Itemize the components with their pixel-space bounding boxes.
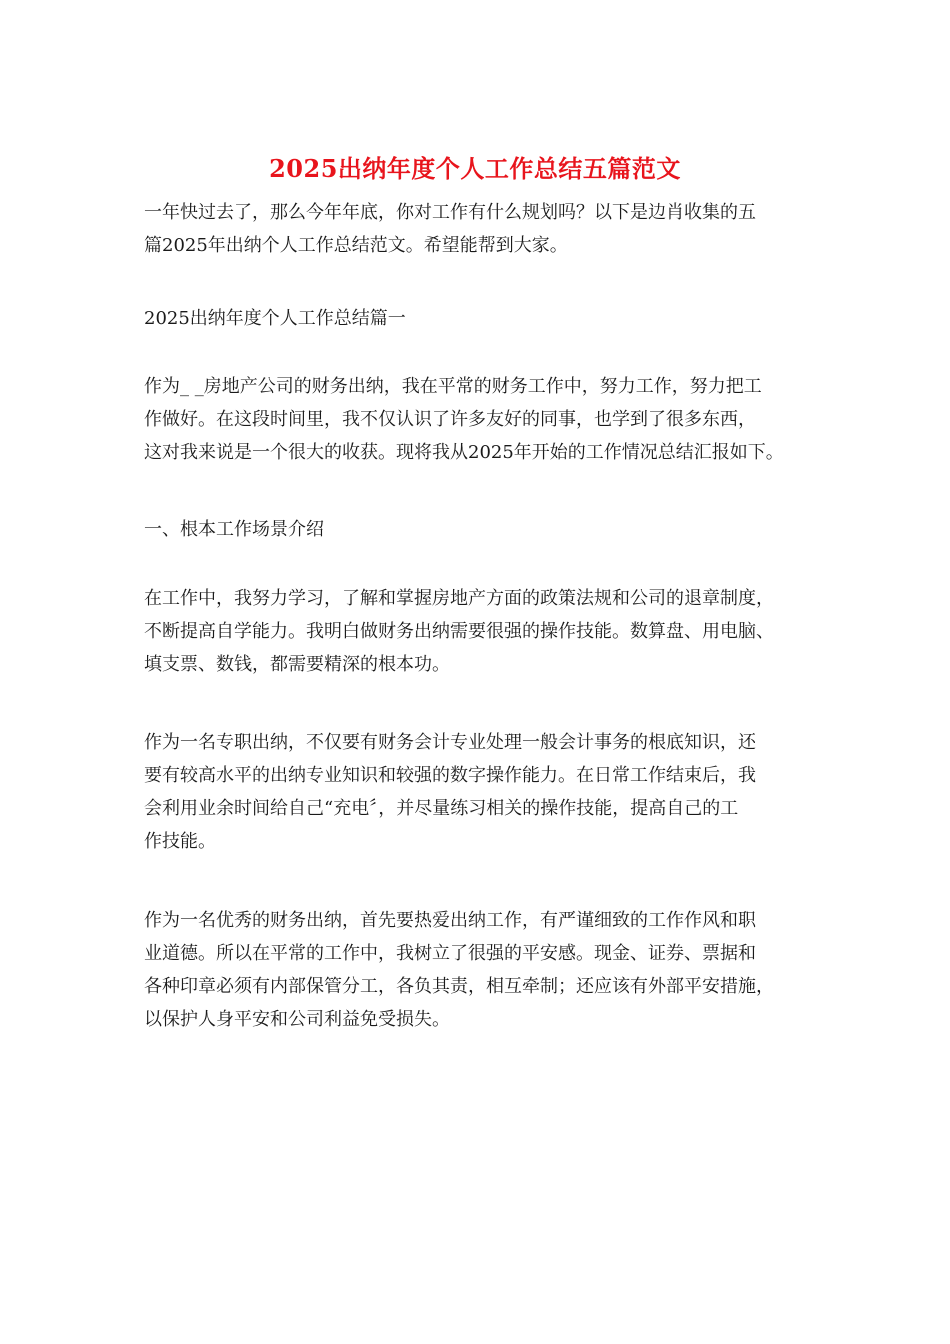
- paragraph-3-line-3: 会利用业余时间给自己“充电〞，并尽量练习相关的操作技能，提高自己的工: [144, 798, 739, 819]
- subheading-1: [144, 513, 816, 546]
- paragraph-1-line-3: 这对我来说是一个很大的收获。现将我从2025年开始的工作情况总结汇报如下。: [144, 442, 784, 463]
- section-heading-text: 2025出纳年度个人工作总结篇一: [144, 308, 406, 329]
- intro-paragraph: [144, 196, 816, 262]
- paragraph-2-line-2: 不断提高自学能力。我明白做财务出纳需要很强的操作技能。数算盘、用电脑、: [144, 621, 774, 642]
- document-title: 2025出纳年度个人工作总结五篇范文: [269, 154, 681, 183]
- paragraph-2-line-3: 填支票、数钱，都需要精深的根本功。: [144, 654, 450, 675]
- subheading-1-text: 一、根本工作场景介绍: [144, 519, 324, 540]
- paragraph-4-line-1: 作为一名优秀的财务出纳，首先要热爱出纳工作，有严谨细致的工作作风和职: [144, 910, 756, 931]
- paragraph-4-line-2: 业道德。所以在平常的工作中，我树立了很强的平安感。现金、证券、票据和: [144, 943, 756, 964]
- section-heading: [144, 302, 816, 335]
- paragraph-1-line-1: 作为_ _房地产公司的财务出纳，我在平常的财务工作中，努力工作，努力把工: [144, 376, 762, 397]
- paragraph-1-line-2: 作做好。在这段时间里，我不仅认识了许多友好的同事，也学到了很多东西，: [144, 409, 756, 430]
- paragraph-4-line-4: 以保护人身平安和公司利益免受损失。: [144, 1009, 450, 1030]
- paragraph-1: [144, 370, 816, 469]
- paragraph-4: [144, 904, 816, 1036]
- paragraph-4-line-3: 各种印章必须有内部保管分工，各负其责，相互牵制；还应该有外部平安措施，: [144, 976, 774, 997]
- intro-line-1: 一年快过去了，那么今年年底，你对工作有什么规划吗？以下是边肖收集的五: [144, 202, 756, 223]
- paragraph-3: [144, 726, 816, 858]
- paragraph-2: [144, 582, 816, 681]
- paragraph-3-line-2: 要有较高水平的出纳专业知识和较强的数字操作能力。在日常工作结束后，我: [144, 765, 756, 786]
- paragraph-3-line-1: 作为一名专职出纳，不仅要有财务会计专业处理一般会计事务的根底知识，还: [144, 732, 756, 753]
- intro-line-2: 篇2025年出纳个人工作总结范文。希望能帮到大家。: [144, 235, 568, 256]
- paragraph-3-line-4: 作技能。: [144, 831, 216, 852]
- paragraph-2-line-1: 在工作中，我努力学习，了解和掌握房地产方面的政策法规和公司的退章制度，: [144, 588, 774, 609]
